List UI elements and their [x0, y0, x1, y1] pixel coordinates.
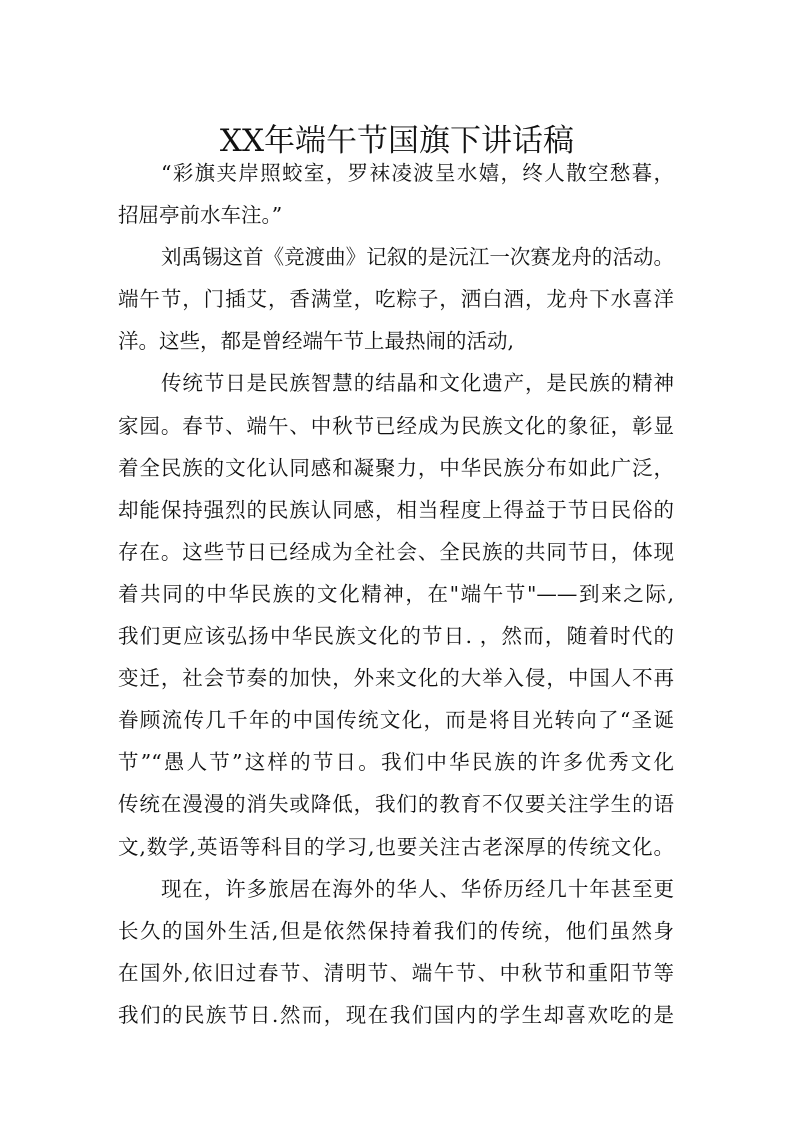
- text-line: 变迁，社会节奏的加快，外来文化的大举入侵，中国人不再: [118, 666, 674, 691]
- text-line: 长久的国外生活,但是依然保持着我们的传统，他们虽然身: [118, 918, 674, 943]
- document-title: XX年端午节国旗下讲话稿: [219, 122, 575, 159]
- text-line: 却能保持强烈的民族认同感，相当程度上得益于节日民俗的: [118, 497, 674, 522]
- text-line: 存在。这些节日已经成为全社会、全民族的共同节日，体现: [118, 539, 674, 564]
- text-line: 我们的民族节日.然而，现在我们国内的学生却喜欢吃的是: [118, 1002, 674, 1027]
- text-line: 我们更应该弘扬中华民族文化的节日. ，然而，随着时代的: [118, 624, 674, 649]
- text-line: 端午节，门插艾，香满堂，吃粽子，洒白酒，龙舟下水喜洋: [118, 287, 674, 312]
- text-line: 招屈亭前水车注。”: [118, 203, 283, 228]
- text-line: 节”“愚人节”这样的节日。我们中华民族的许多优秀文化: [118, 750, 674, 775]
- text-line: 传统节日是民族智慧的结晶和文化遗产，是民族的精神: [161, 371, 674, 396]
- text-line: 着全民族的文化认同感和凝聚力，中华民族分布如此广泛，: [118, 455, 674, 480]
- text-line: 现在，许多旅居在海外的华人、华侨历经几十年甚至更: [161, 876, 674, 901]
- text-line: 文,数学,英语等科目的学习,也要关注古老深厚的传统文化。: [118, 834, 674, 859]
- document-body: [118, 152, 674, 1036]
- text-line: 着共同的中华民族的文化精神，在"端午节"——到来之际,: [118, 581, 674, 606]
- text-line: 刘禹锡这首《竞渡曲》记叙的是沅江一次赛龙舟的活动。: [161, 245, 674, 270]
- text-line: 眷顾流传几千年的中国传统文化，而是将目光转向了“圣诞: [118, 708, 674, 733]
- text-line: 洋。这些，都是曾经端午节上最热闹的活动,: [118, 329, 515, 354]
- text-line: 在国外,依旧过春节、清明节、端午节、中秋节和重阳节等: [118, 960, 674, 985]
- text-line: 家园。春节、端午、中秋节已经成为民族文化的象征，彰显: [118, 413, 674, 438]
- text-line: 传统在漫漫的消失或降低，我们的教育不仅要关注学生的语: [118, 792, 674, 817]
- text-line: “彩旗夹岸照蛟室，罗袜凌波呈水嬉，终人散空愁暮，: [161, 161, 674, 185]
